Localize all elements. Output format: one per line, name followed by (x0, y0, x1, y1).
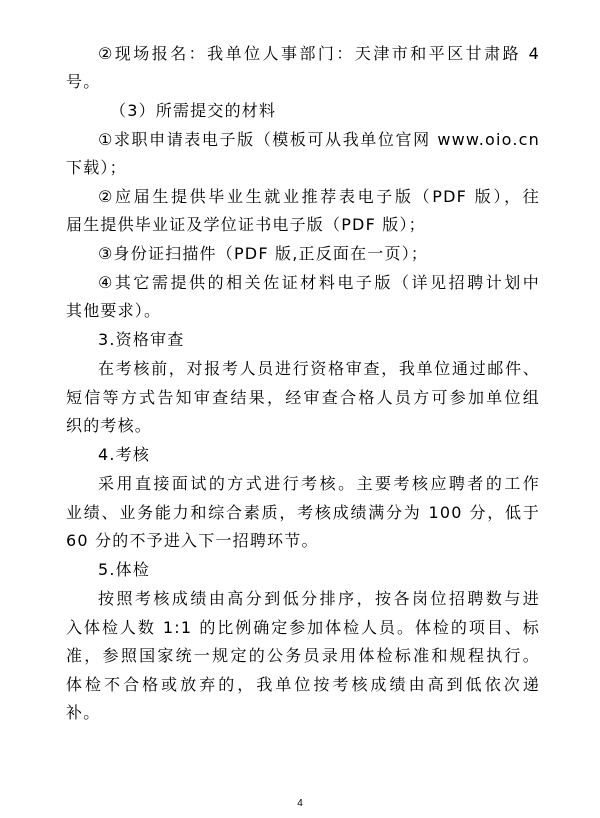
text-line: 其他要求）。 (66, 301, 162, 320)
text-line: ④其它需提供的相关佐证材料电子版（详见招聘计划中 (98, 273, 540, 292)
text-line: 入体检人数 1:1 的比例确定参加体检人员。体检的项目、标 (66, 618, 540, 637)
page-number: 4 (297, 798, 303, 809)
text-line: 在考核前，对报考人员进行资格审查，我单位通过邮件、 (98, 359, 540, 378)
text-line: ③身份证扫描件（PDF 版,正反面在一页）； (98, 244, 429, 263)
text-line: 60 分的不予进入下一招聘环节。 (66, 531, 319, 550)
section-heading: 4.考核 (98, 445, 151, 464)
text-line: 按照考核成绩由高分到低分排序，按各岗位招聘数与进 (98, 589, 540, 608)
text-line: 体检不合格或放弃的，我单位按考核成绩由高到低依次递 (66, 675, 540, 694)
text-line: 短信等方式告知审查结果，经审查合格人员方可参加单位组 (66, 388, 540, 407)
text-line: ②现场报名：我单位人事部门：天津市和平区甘肃路 4 (98, 44, 540, 63)
text-line: 织的考核。 (66, 416, 153, 435)
text-line: 下载）； (66, 158, 127, 177)
section-heading: （3）所需提交的材料 (110, 101, 277, 120)
text-line: 业绩、业务能力和综合素质，考核成绩满分为 100 分，低于 (66, 503, 540, 522)
text-line: 补。 (66, 703, 101, 722)
text-line: 采用直接面试的方式进行考核。主要考核应聘者的工作 (98, 474, 540, 493)
text-line: 号。 (66, 72, 101, 91)
text-line: ①求职申请表电子版（模板可从我单位官网 www.oio.cn (98, 130, 540, 149)
section-heading: 3.资格审查 (98, 330, 185, 349)
text-line: 届生提供毕业证及学位证书电子版（PDF 版）； (66, 215, 426, 234)
section-heading: 5.体检 (98, 560, 151, 579)
text-line: 准，参照国家统一规定的公务员录用体检标准和规程执行。 (66, 646, 540, 665)
text-line: ②应届生提供毕业生就业推荐表电子版（PDF 版），往 (98, 187, 540, 206)
